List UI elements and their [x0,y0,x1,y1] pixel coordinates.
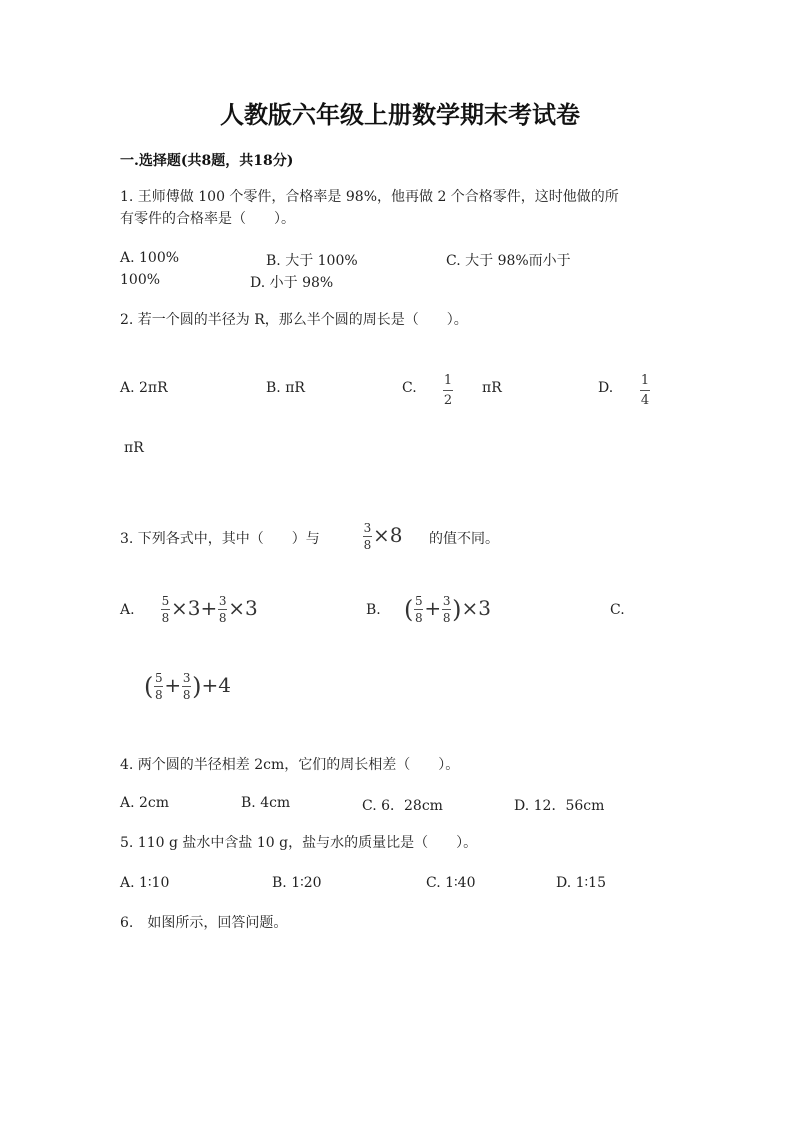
fraction-denominator: 8 [161,611,170,625]
operator: ×3+ [171,596,218,620]
operator: + [164,673,182,697]
q5-option-b[interactable]: B. 1∶20 [272,875,322,891]
question-2-text: 2. 若一个圆的半径为 R，那么半个圆的周长是（ ）。 [120,312,468,328]
fraction-numerator: 3 [182,671,191,685]
fraction-bar [640,390,650,391]
fraction [154,672,163,701]
question-3-text-before: 3. 下列各式中，其中（ ）与 [120,531,320,547]
fraction-numerator: 3 [218,594,227,608]
q5-option-a[interactable]: A. 1∶10 [120,875,170,891]
fraction-bar [161,609,170,610]
q2-option-c-tail: πR [482,380,502,396]
fraction-numerator: 1 [640,373,650,388]
operator: +4 [201,673,231,697]
section-heading: 一.选择题(共8题，共18分) [120,153,294,169]
fraction-numerator: 1 [443,373,453,388]
q5-option-c[interactable]: C. 1∶40 [426,875,476,891]
fraction [218,595,227,624]
fraction-denominator: 8 [363,538,372,552]
paren: ( [144,672,154,701]
q1-option-c[interactable]: C. 大于 98%而小于 [446,253,571,269]
fraction [414,595,423,624]
fraction [442,595,451,624]
operator: ×3 [461,596,491,620]
paren: ) [452,595,462,624]
fraction-numerator: 5 [415,594,423,608]
fraction-bar [414,609,423,610]
fraction-bar [182,686,191,687]
question-5-text: 5. 110 g 盐水中含盐 10 g，盐与水的质量比是（ ）。 [120,835,478,851]
fraction-bar [443,390,453,391]
q2-option-b[interactable]: B. πR [266,380,305,396]
question-4-text: 4. 两个圆的半径相差 2cm，它们的周长相差（ ）。 [120,757,460,773]
q2-option-d-label[interactable]: D. [598,380,614,396]
q3-option-b-label[interactable]: B. [366,602,381,618]
q1-option-b[interactable]: B. 大于 100% [266,253,358,269]
fraction-bar [218,609,227,610]
fraction-denominator: 2 [443,393,453,408]
fraction-denominator: 4 [640,393,650,408]
q3-option-a-expression [160,595,258,624]
expr-tail: ×8 [373,523,403,547]
q2-option-a[interactable]: A. 2πR [120,380,168,396]
q3-option-a-label[interactable]: A. [120,602,135,618]
fraction-bar [363,536,372,537]
fraction [161,595,170,624]
fraction-denominator: 8 [218,611,227,625]
fraction-numerator: 5 [161,594,170,608]
q1-option-d[interactable]: D. 小于 98% [250,275,334,291]
question-1-line-1: 1. 王师傅做 100 个零件，合格率是 98%，他再做 2 个合格零件，这时他做的所 [120,189,619,205]
q2-option-d-tail: πR [124,440,144,456]
fraction-numerator: 3 [442,594,451,608]
fraction-denominator: 8 [155,688,163,702]
fraction-denominator: 8 [415,611,423,625]
paren: ) [192,672,202,701]
fraction-denominator: 8 [182,688,191,702]
q3-option-b-expression [404,595,491,624]
q3-option-c-label[interactable]: C. [610,602,625,618]
q1-option-a[interactable]: A. 100% [120,250,180,266]
question-6-text: 6. 如图所示，回答问题。 [120,915,288,931]
fraction-numerator: 5 [155,671,163,685]
q3-option-c-expression [144,672,231,701]
q3-expression [362,522,402,551]
q1-option-c-continued: 100% [120,272,161,288]
fraction-denominator: 8 [442,611,451,625]
q2-option-c-label[interactable]: C. [402,380,417,396]
q4-option-a[interactable]: A. 2cm [120,795,170,811]
question-3-text-after: 的值不同。 [429,531,499,547]
q4-option-b[interactable]: B. 4cm [241,795,291,811]
fraction-bar [442,609,451,610]
operator: + [424,596,442,620]
q5-option-d[interactable]: D. 1∶15 [556,875,606,891]
q2-option-d-fraction [640,374,650,407]
fraction-bar [154,686,163,687]
fraction-numerator: 3 [363,521,372,535]
q4-option-d[interactable]: D. 12．56cm [514,798,605,814]
q4-option-c[interactable]: C. 6．28cm [362,798,443,814]
operator: ×3 [228,596,258,620]
page-title: 人教版六年级上册数学期末考试卷 [220,100,580,129]
question-1-line-2: 有零件的合格率是（ ）。 [120,211,295,227]
expr-fraction [363,522,372,551]
fraction [182,672,191,701]
paren: ( [404,595,414,624]
q2-option-c-fraction [443,374,453,407]
